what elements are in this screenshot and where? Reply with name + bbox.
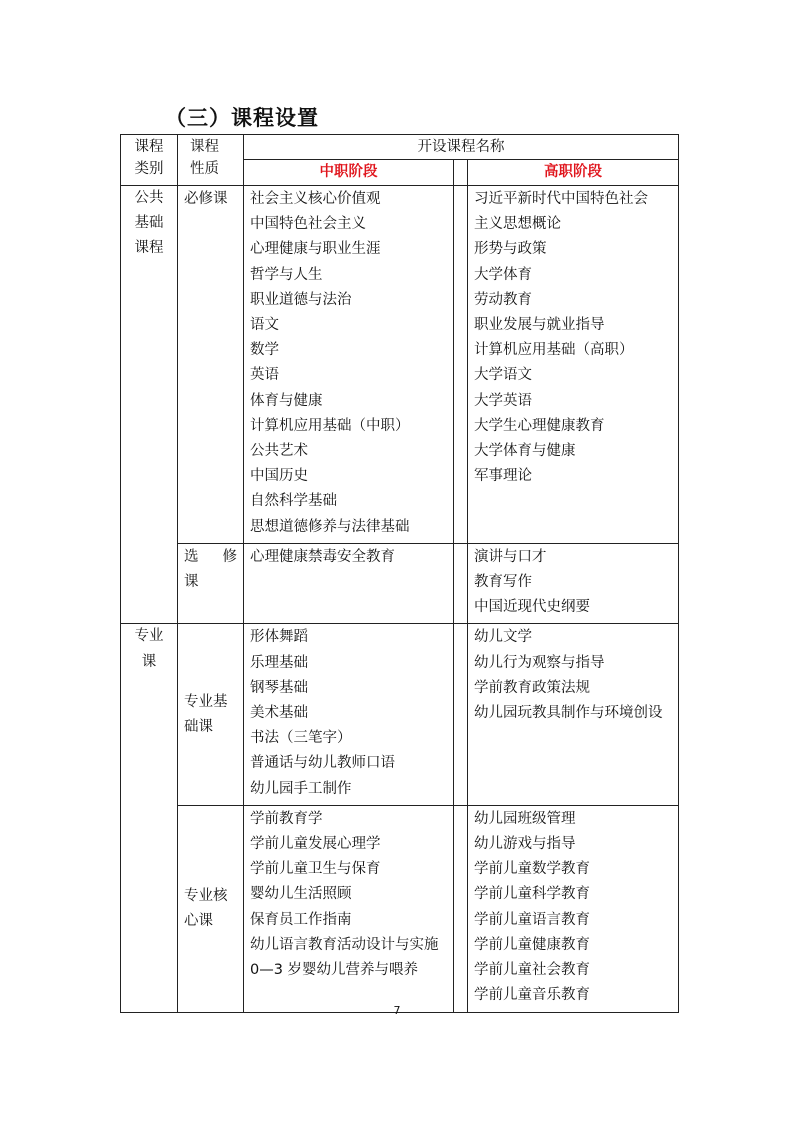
list-item: 主义思想概论: [474, 216, 561, 233]
type-label-line: 础课: [184, 718, 213, 735]
list-item: 幼儿园班级管理: [474, 810, 576, 827]
public-elective-higher-list: [468, 543, 679, 624]
list-item: 社会主义核心价值观: [250, 191, 381, 207]
list-item: 语文: [250, 317, 279, 334]
list-item: 形势与政策: [474, 241, 547, 258]
list-item: 学前儿童卫生与保育: [250, 861, 381, 878]
public-required-middle-list: [244, 186, 454, 544]
list-item: 幼儿文学: [474, 629, 532, 646]
gap-cell: [454, 543, 468, 624]
list-item: 计算机应用基础（高职）: [474, 342, 634, 359]
category-line: 基础: [134, 215, 164, 232]
category-line: 专业: [134, 628, 164, 645]
list-item: 幼儿行为观察与指导: [474, 654, 605, 671]
list-item: 中国历史: [250, 468, 308, 485]
list-item: 学前儿童科学教育: [474, 886, 590, 903]
list-item: 普通话与幼儿教师口语: [250, 755, 395, 772]
professional-core-middle-list: [244, 805, 454, 1012]
list-item: 大学体育: [474, 266, 532, 283]
header-middle-stage: 中职阶段: [244, 160, 454, 186]
type-label-line: 心课: [184, 912, 213, 929]
list-item: 大学语文: [474, 367, 532, 384]
list-item: 学前儿童音乐教育: [474, 987, 590, 1004]
list-item: 教育写作: [474, 574, 532, 591]
elective-label-part: 选: [184, 548, 199, 565]
list-item: 哲学与人生: [250, 266, 323, 283]
list-item: 思想道德修养与法律基础: [250, 518, 410, 535]
list-item: 学前教育政策法规: [474, 679, 590, 696]
header-higher-stage: 高职阶段: [468, 160, 679, 186]
professional-basic-higher-list: [468, 624, 679, 805]
type-required: 必修课: [178, 186, 244, 544]
list-item: 英语: [250, 367, 279, 384]
header-type: [178, 135, 244, 186]
type-label-line: 专业核: [184, 887, 228, 904]
list-item: 习近平新时代中国特色社会: [474, 191, 648, 207]
category-professional: [121, 624, 178, 1012]
curriculum-table: [120, 134, 679, 1013]
list-item: 0—3 岁婴幼儿营养与喂养: [250, 962, 419, 979]
list-item: 职业发展与就业指导: [474, 317, 605, 334]
list-item: 幼儿园玩教具制作与环境创设: [474, 705, 663, 722]
gap-cell: [454, 624, 468, 805]
list-item: 幼儿游戏与指导: [474, 836, 576, 853]
gap-cell: [454, 805, 468, 1012]
list-item: 学前儿童数学教育: [474, 861, 590, 878]
list-item: 体育与健康: [250, 392, 323, 409]
list-item: 形体舞蹈: [250, 629, 308, 646]
list-item: 学前教育学: [250, 810, 323, 827]
list-item: 婴幼儿生活照顾: [250, 886, 352, 903]
category-public: [121, 186, 178, 624]
list-item: 军事理论: [474, 468, 532, 485]
header-course-names: 开设课程名称: [244, 135, 679, 160]
header-type-line: 性质: [190, 161, 219, 177]
category-line: 公共: [134, 190, 164, 206]
list-item: 书法（三笔字）: [250, 730, 352, 747]
professional-core-higher-list: [468, 805, 679, 1012]
list-item: 中国近现代史纲要: [474, 599, 590, 616]
list-item: 学前儿童健康教育: [474, 936, 590, 953]
list-item: 公共艺术: [250, 443, 308, 460]
public-elective-middle-list: [244, 543, 454, 624]
list-item: 美术基础: [250, 705, 308, 722]
list-item: 钢琴基础: [250, 679, 308, 696]
list-item: 心理健康禁毒安全教育: [250, 548, 395, 565]
type-professional-basic: [178, 624, 244, 805]
header-category: [121, 135, 178, 186]
header-gap-cell: [454, 160, 468, 186]
elective-label-line: [184, 545, 243, 570]
category-line: 课程: [134, 240, 164, 257]
list-item: 保育员工作指南: [250, 911, 352, 928]
list-item: 乐理基础: [250, 654, 308, 671]
list-item: 大学体育与健康: [474, 443, 576, 460]
list-item: 计算机应用基础（中职）: [250, 417, 410, 434]
section-title: （三）课程设置: [165, 106, 319, 130]
header-type-line: 课程: [190, 139, 219, 155]
gap-cell: [454, 186, 468, 544]
list-item: 演讲与口才: [474, 548, 547, 565]
list-item: 学前儿童语言教育: [474, 911, 590, 928]
list-item: 职业道德与法治: [250, 291, 352, 308]
list-item: 幼儿语言教育活动设计与实施: [250, 936, 439, 953]
page-number: 7: [393, 1004, 401, 1017]
header-category-line: 课程: [134, 139, 164, 155]
professional-basic-middle-list: [244, 624, 454, 805]
list-item: 幼儿园手工制作: [250, 780, 352, 797]
type-label-line: 专业基: [184, 693, 228, 710]
list-item: 心理健康与职业生涯: [250, 241, 381, 258]
list-item: 数学: [250, 342, 279, 359]
header-category-line: 类别: [134, 161, 164, 177]
list-item: 自然科学基础: [250, 493, 337, 510]
list-item: 大学生心理健康教育: [474, 417, 605, 434]
list-item: 中国特色社会主义: [250, 216, 366, 233]
type-elective: [178, 543, 244, 624]
elective-label-part: 修: [222, 548, 237, 565]
list-item: 大学英语: [474, 392, 532, 409]
public-required-higher-list: [468, 186, 679, 544]
elective-label-part: 课: [184, 574, 199, 591]
list-item: 学前儿童社会教育: [474, 962, 590, 979]
type-professional-core: [178, 805, 244, 1012]
category-line: 课: [141, 653, 157, 670]
list-item: 劳动教育: [474, 291, 532, 308]
list-item: 学前儿童发展心理学: [250, 836, 381, 853]
